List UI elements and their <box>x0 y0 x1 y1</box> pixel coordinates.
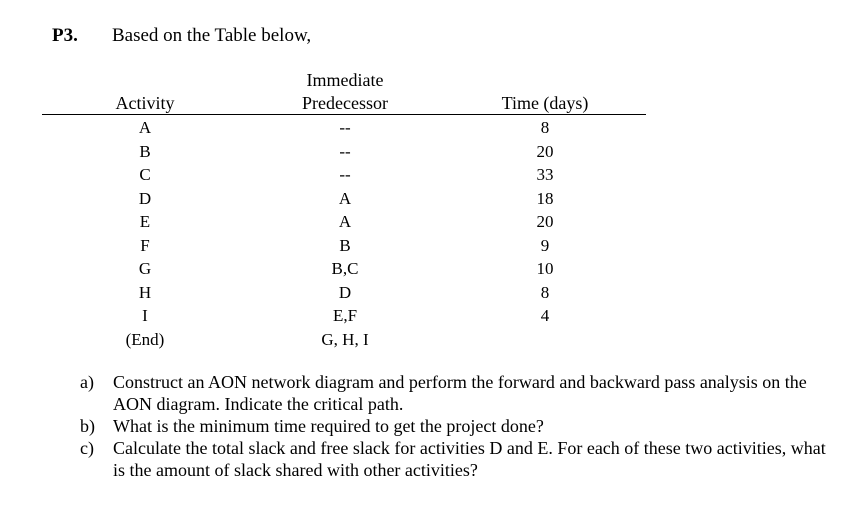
predecessor-cell: A <box>338 188 352 208</box>
predecessor-cell: D <box>338 282 352 302</box>
problem-number: P3. <box>52 25 78 46</box>
activity-header: Activity <box>115 93 175 113</box>
activity-column <box>100 116 190 351</box>
activity-cell: H <box>138 282 152 302</box>
time-cell: 9 <box>540 235 550 255</box>
questions-list <box>80 371 840 481</box>
predecessor-cell: -- <box>339 118 351 137</box>
time-cell: 4 <box>540 306 550 325</box>
activity-cell: C <box>139 165 151 184</box>
predecessor-cell: B <box>339 235 351 255</box>
time-cell: 8 <box>540 118 550 137</box>
activity-cell: F <box>140 235 150 255</box>
question-item <box>80 371 840 415</box>
question-letter: c) <box>80 438 94 458</box>
predecessor-cell: -- <box>339 141 351 161</box>
activity-cell: B <box>139 141 151 161</box>
question-item <box>80 437 840 481</box>
question-item <box>80 415 840 437</box>
time-cell: 20 <box>536 141 554 161</box>
predecessor-header-line1: Immediate <box>306 70 384 90</box>
predecessor-header-line2: Predecessor <box>302 93 388 113</box>
predecessor-column <box>280 116 410 351</box>
time-cell: 8 <box>540 282 550 302</box>
time-cell: 10 <box>536 259 554 278</box>
predecessor-cell: G, H, I <box>321 329 369 349</box>
question-letter: b) <box>80 416 95 436</box>
time-column <box>498 116 592 351</box>
activity-cell: I <box>142 306 148 325</box>
time-cell: 33 <box>536 165 554 184</box>
time-cell: 18 <box>536 188 554 208</box>
question-text: What is the minimum time required to get the project done? <box>113 416 544 436</box>
activity-cell: G <box>138 259 152 278</box>
table-header-rule <box>42 114 646 115</box>
question-letter: a) <box>80 372 94 392</box>
question-text: Construct an AON network diagram and perform the forward and backward pass analysis on the AON diagram. Indicate the critical path. <box>113 372 807 414</box>
time-cell: 20 <box>536 212 554 231</box>
question-text: Calculate the total slack and free slack for activities D and E. For each of these two activities, what is the amount of slack shared with other activities? <box>113 438 826 480</box>
activity-cell: A <box>138 118 152 137</box>
predecessor-cell: E,F <box>332 306 358 325</box>
activity-cell: E <box>139 212 151 231</box>
predecessor-cell: -- <box>339 165 351 184</box>
problem-intro: Based on the Table below, <box>112 25 312 46</box>
time-cell <box>498 328 592 352</box>
predecessor-cell: B,C <box>331 259 359 278</box>
activity-cell: D <box>138 188 152 208</box>
time-header: Time (days) <box>501 93 589 113</box>
predecessor-cell: A <box>338 212 352 231</box>
activity-cell: (End) <box>125 329 165 349</box>
